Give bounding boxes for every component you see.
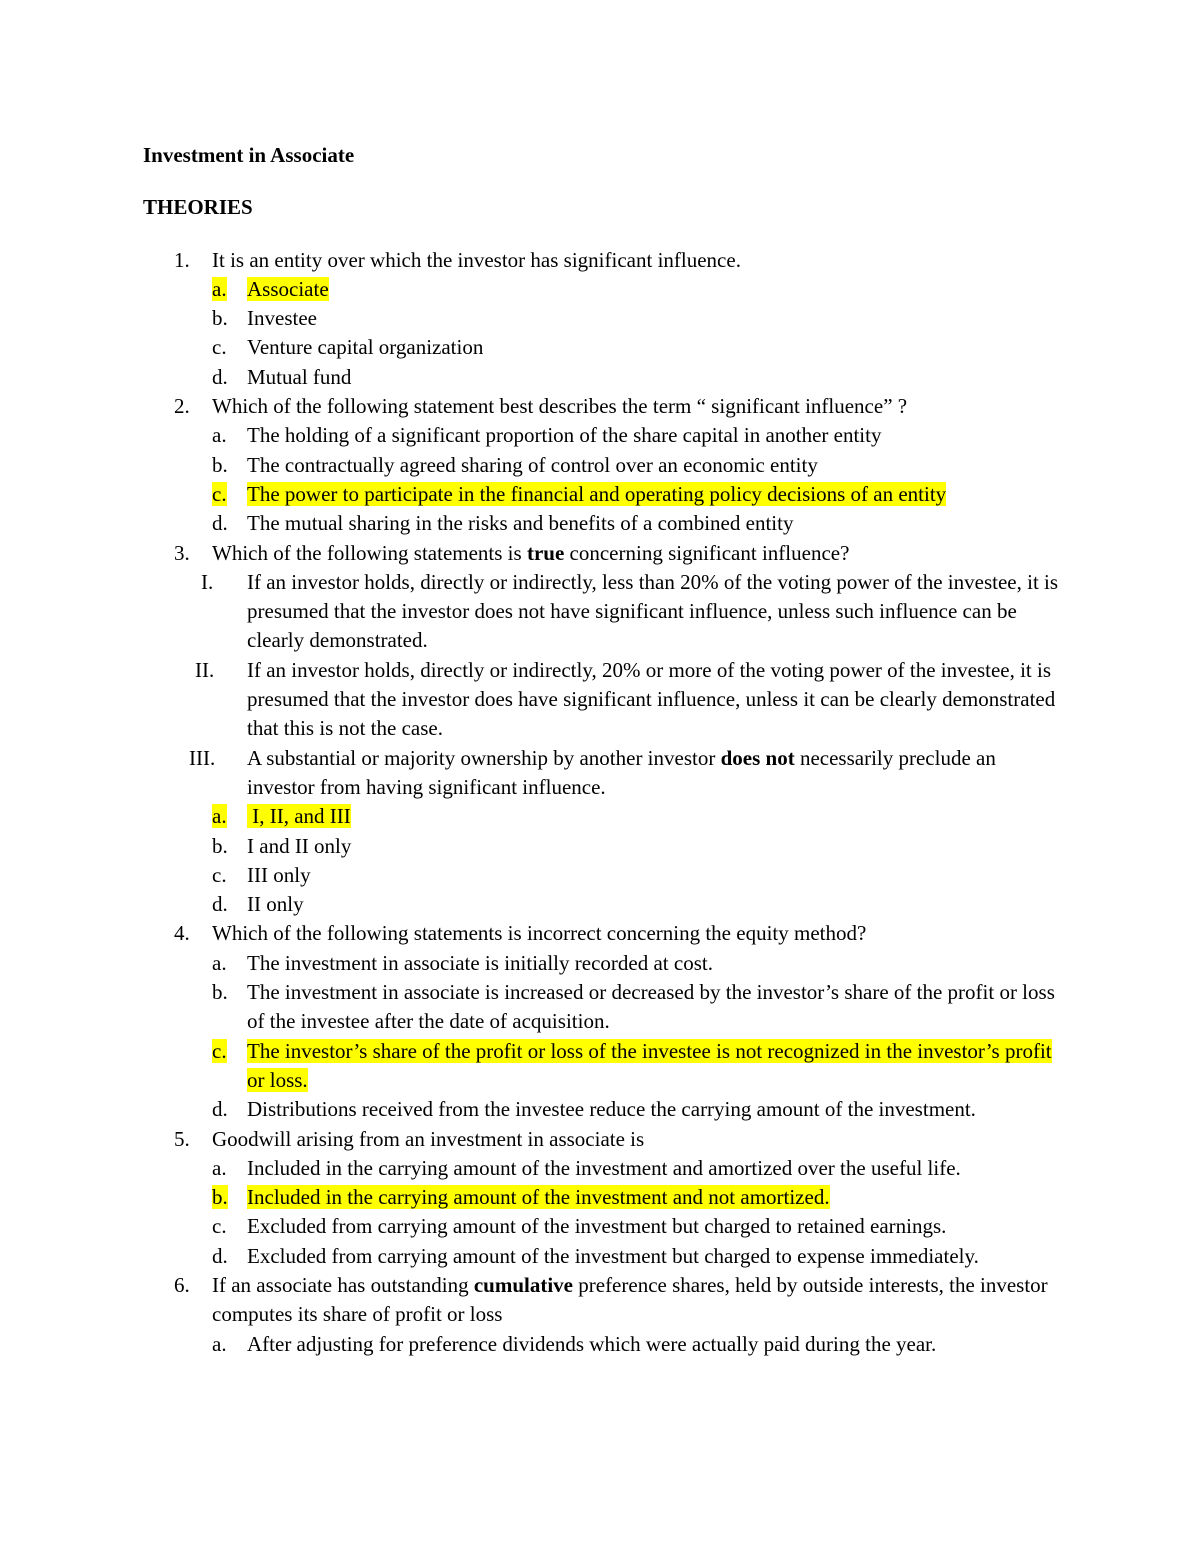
- option-5a: [143, 1154, 1063, 1183]
- option-2c: [143, 480, 1063, 509]
- section-title: THEORIES: [143, 195, 253, 220]
- option-1c: [143, 333, 1063, 362]
- option-label: d.: [212, 511, 228, 536]
- option-2d: [143, 509, 1063, 538]
- option-5b: [143, 1183, 1063, 1212]
- option-4a: [143, 949, 1063, 978]
- option-label: b.: [212, 452, 228, 477]
- option-label: a.: [212, 1331, 227, 1356]
- statement-label: II.: [195, 657, 215, 682]
- question-text-part: concerning significant influence?: [564, 540, 850, 565]
- option-label: a.: [212, 950, 227, 975]
- question-text-emphasis: true: [526, 540, 565, 565]
- option-text: The mutual sharing in the risks and benefits of a combined entity: [247, 511, 794, 536]
- option-text: Investee: [247, 306, 317, 331]
- option-text: The investor’s share of the profit or loss of the investee is not recognized in the investor’s profit or loss.: [247, 1038, 1052, 1092]
- option-3b: [143, 832, 1063, 861]
- option-text: Included in the carrying amount of the investment and not amortized.: [247, 1185, 830, 1210]
- question-number: 5.: [174, 1126, 190, 1151]
- option-text: Mutual fund: [247, 364, 352, 389]
- document-title: Investment in Associate: [143, 143, 355, 167]
- option-1b: [143, 304, 1063, 333]
- option-1a: [143, 275, 1063, 304]
- option-5d: [143, 1242, 1063, 1271]
- option-text: The investment in associate is initially recorded at cost.: [247, 950, 713, 975]
- question-text-emphasis: cumulative: [473, 1272, 573, 1297]
- option-label: b.: [212, 833, 228, 858]
- option-text: II only: [247, 892, 304, 917]
- question-5: [143, 1125, 1063, 1271]
- option-label: b.: [212, 306, 228, 331]
- option-text: The contractually agreed sharing of control over an economic entity: [247, 452, 818, 477]
- statement-i: [143, 568, 1063, 656]
- question-text-part: If an associate has outstanding: [212, 1272, 474, 1297]
- question-text-part: preference shares, held by outside interests, the investor computes its share of profit or loss: [212, 1272, 1048, 1327]
- option-text: I and II only: [247, 833, 352, 858]
- option-label: a.: [212, 1155, 227, 1180]
- question-text-part: Which of the following statements is: [212, 540, 527, 565]
- option-text: Excluded from carrying amount of the investment but charged to expense immediately.: [247, 1243, 979, 1268]
- question-number: 6.: [174, 1272, 190, 1297]
- question-3: [143, 539, 1063, 920]
- option-label: a.: [212, 804, 227, 829]
- option-text: The power to participate in the financial and operating policy decisions of an entity: [247, 481, 947, 506]
- question-text: [212, 1271, 1063, 1330]
- option-1d: [143, 363, 1063, 392]
- question-text: Which of the following statements is incorrect concerning the equity method?: [212, 921, 867, 946]
- statement-text-part: A substantial or majority ownership by another investor: [247, 745, 721, 770]
- statement-ii: [143, 656, 1063, 744]
- option-label: c.: [212, 1038, 227, 1063]
- question-text: Goodwill arising from an investment in associate is: [212, 1126, 645, 1151]
- question-number: 4.: [174, 921, 190, 946]
- option-label: c.: [212, 481, 227, 506]
- option-4c: [143, 1037, 1063, 1096]
- question-1: [143, 246, 1063, 392]
- option-label: c.: [212, 335, 227, 360]
- option-4b: [143, 978, 1063, 1037]
- option-text: Excluded from carrying amount of the investment but charged to retained earnings.: [247, 1214, 947, 1239]
- statement-iii: [143, 744, 1063, 803]
- option-3a: [143, 802, 1063, 831]
- question-number: 3.: [174, 540, 190, 565]
- option-2b: [143, 451, 1063, 480]
- option-text: Associate: [247, 276, 329, 301]
- option-label: d.: [212, 1097, 228, 1122]
- option-text: III only: [247, 862, 311, 887]
- option-3d: [143, 890, 1063, 919]
- option-label: d.: [212, 364, 228, 389]
- option-text: The holding of a significant proportion of the share capital in another entity: [247, 423, 882, 448]
- option-text: Venture capital organization: [247, 335, 484, 360]
- option-label: b.: [212, 980, 228, 1005]
- question-2: [143, 392, 1063, 538]
- question-6: [143, 1271, 1063, 1359]
- question-number: 1.: [174, 247, 190, 272]
- option-5c: [143, 1212, 1063, 1241]
- option-2a: [143, 421, 1063, 450]
- option-text: I, II, and III: [247, 804, 351, 829]
- statement-text-emphasis: does not: [720, 745, 795, 770]
- statement-text-part: necessarily preclude an investor from having significant influence.: [247, 745, 996, 799]
- option-text: Included in the carrying amount of the investment and amortized over the useful life.: [247, 1155, 961, 1180]
- option-text: The investment in associate is increased or decreased by the investor’s share of the profit or loss of the investee after the date of acquisition.: [247, 980, 1055, 1034]
- question-number: 2.: [174, 394, 190, 419]
- option-label: b.: [212, 1185, 228, 1210]
- option-text: After adjusting for preference dividends which were actually paid during the year.: [247, 1331, 937, 1356]
- option-4d: [143, 1095, 1063, 1124]
- question-text: [212, 539, 1063, 568]
- question-text: It is an entity over which the investor has significant influence.: [212, 247, 741, 272]
- option-label: c.: [212, 1214, 227, 1239]
- statement-label: I.: [201, 569, 214, 594]
- question-text: Which of the following statement best describes the term “ significant influence” ?: [212, 394, 908, 419]
- option-text: Distributions received from the investee reduce the carrying amount of the investment.: [247, 1097, 976, 1122]
- option-label: c.: [212, 862, 227, 887]
- option-3c: [143, 861, 1063, 890]
- option-label: d.: [212, 1243, 228, 1268]
- document-content: [143, 141, 1063, 1359]
- statement-text: If an investor holds, directly or indirectly, less than 20% of the voting power of the investee, it is presumed that the investor does not have significant influence, unless such influence can be clearly demonstrated.: [247, 569, 1059, 653]
- option-6a: [143, 1330, 1063, 1359]
- statement-label: III.: [189, 745, 216, 770]
- option-label: d.: [212, 892, 228, 917]
- question-4: [143, 919, 1063, 1124]
- option-label: a.: [212, 423, 227, 448]
- statement-text: If an investor holds, directly or indirectly, 20% or more of the voting power of the investee, it is presumed that the investor does have significant influence, unless it can be clearly demonstrated that this is not the case.: [247, 657, 1056, 741]
- option-label: a.: [212, 276, 227, 301]
